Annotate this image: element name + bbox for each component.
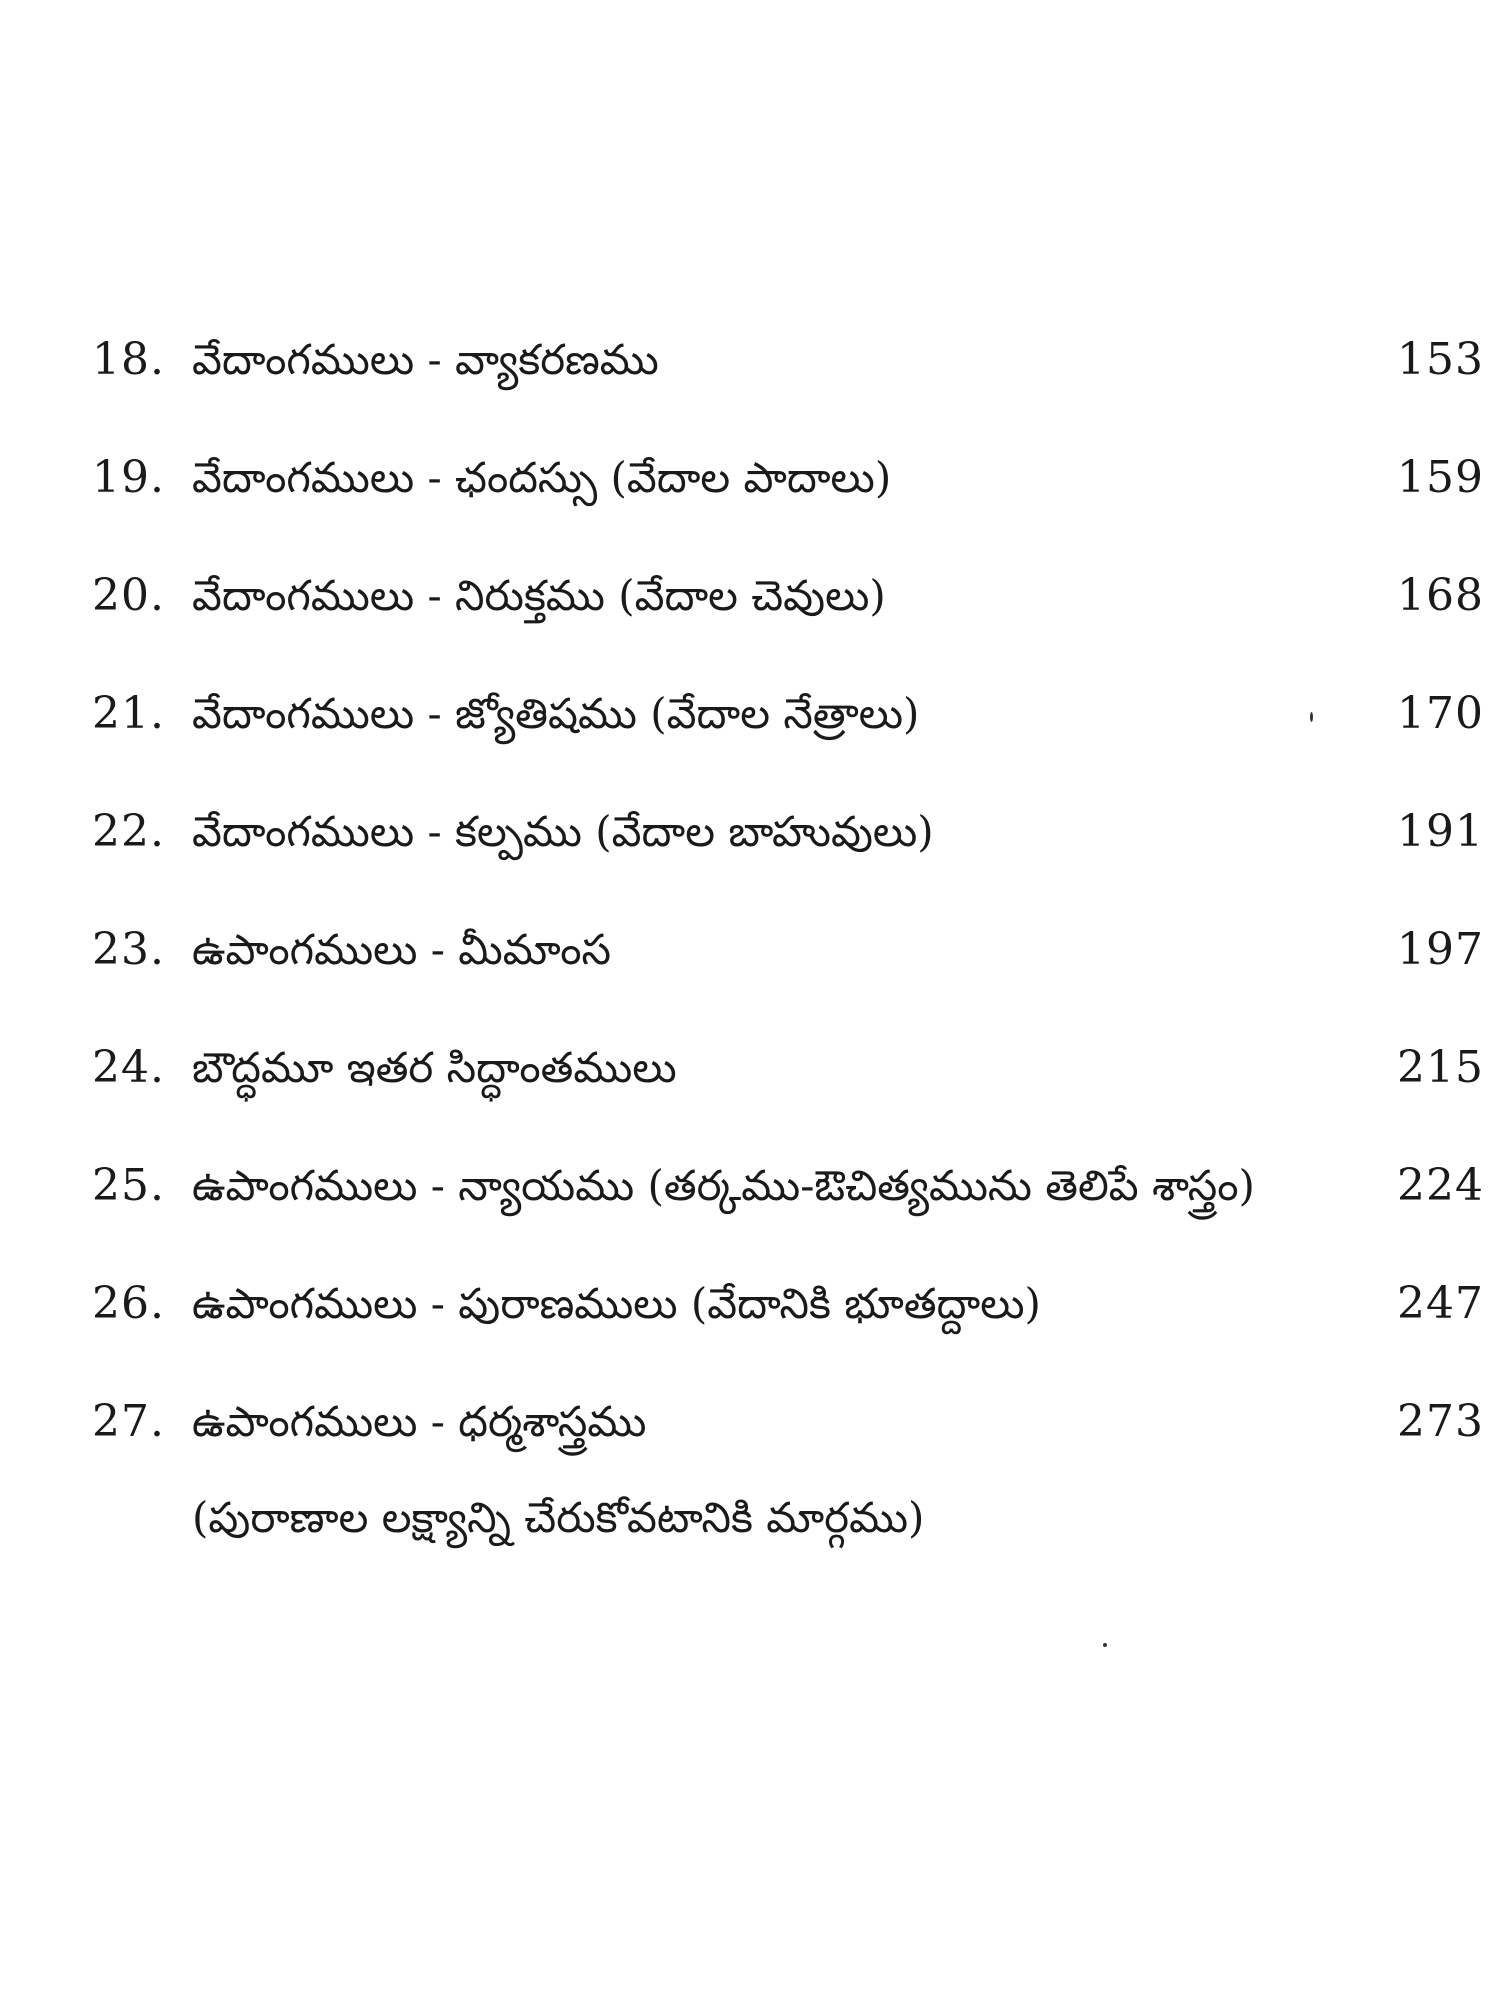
toc-entry-23 <box>92 920 1484 1010</box>
entry-subtitle: (పురాణాల లక్ష్యాన్ని చేరుకోవటానికి మార్గము) <box>192 1493 925 1542</box>
entry-title: ఉపాంగములు - ధర్మశాస్త్రము <box>192 1397 647 1446</box>
toc-entry-22 <box>92 802 1484 892</box>
entry-number: 19. <box>92 452 165 503</box>
entry-page-number: 247 <box>1397 1278 1484 1329</box>
entry-page-number: 224 <box>1397 1160 1484 1211</box>
entry-page-number: 170 <box>1397 688 1484 739</box>
scan-speck <box>1103 1643 1107 1647</box>
entry-number: 25. <box>92 1160 165 1211</box>
entry-number: 23. <box>92 924 165 975</box>
toc-entry-20 <box>92 566 1484 656</box>
entry-title: వేదాంగములు - నిరుక్తము (వేదాల చెవులు) <box>192 571 886 620</box>
toc-entry-27 <box>92 1392 1484 1582</box>
entry-page-number: 168 <box>1397 570 1484 621</box>
entry-title: ఉపాంగములు - పురాణములు (వేదానికి భూతద్దాలు) <box>192 1279 1041 1328</box>
entry-page-number: 215 <box>1397 1042 1484 1093</box>
entry-number: 27. <box>92 1396 165 1447</box>
entry-title: ఉపాంగములు - న్యాయము (తర్కము-ఔచిత్యమును తెలిపే శాస్త్రం) <box>192 1161 1255 1210</box>
entry-number: 22. <box>92 806 165 857</box>
entry-page-number: 159 <box>1397 452 1484 503</box>
toc-entry-25 <box>92 1156 1484 1246</box>
entry-number: 20. <box>92 570 165 621</box>
entry-number: 24. <box>92 1042 165 1093</box>
entry-title: వేదాంగములు - జ్యోతిషము (వేదాల నేత్రాలు) <box>192 689 920 738</box>
entry-page-number: 191 <box>1397 806 1484 857</box>
entry-title: వేదాంగములు - కల్పము (వేదాల బాహువులు) <box>192 807 934 856</box>
toc-entry-19 <box>92 448 1484 538</box>
toc-entry-24 <box>92 1038 1484 1128</box>
entry-number: 21. <box>92 688 165 739</box>
entry-title: వేదాంగములు - వ్యాకరణము <box>192 335 659 384</box>
entry-page-number: 197 <box>1397 924 1484 975</box>
scan-speck <box>1310 712 1313 722</box>
entry-number: 26. <box>92 1278 165 1329</box>
toc-entry-26 <box>92 1274 1484 1364</box>
entry-number: 18. <box>92 334 165 385</box>
entry-page-number: 273 <box>1397 1396 1484 1447</box>
entry-title: ఉపాంగములు - మీమాంస <box>192 925 611 974</box>
entry-title: వేదాంగములు - ఛందస్సు (వేదాల పాదాలు) <box>192 453 892 502</box>
toc-entry-18 <box>92 330 1484 420</box>
entry-page-number: 153 <box>1397 334 1484 385</box>
toc-entry-21 <box>92 684 1484 774</box>
entry-title: బౌద్ధమూ ఇతర సిద్ధాంతములు <box>192 1043 677 1092</box>
